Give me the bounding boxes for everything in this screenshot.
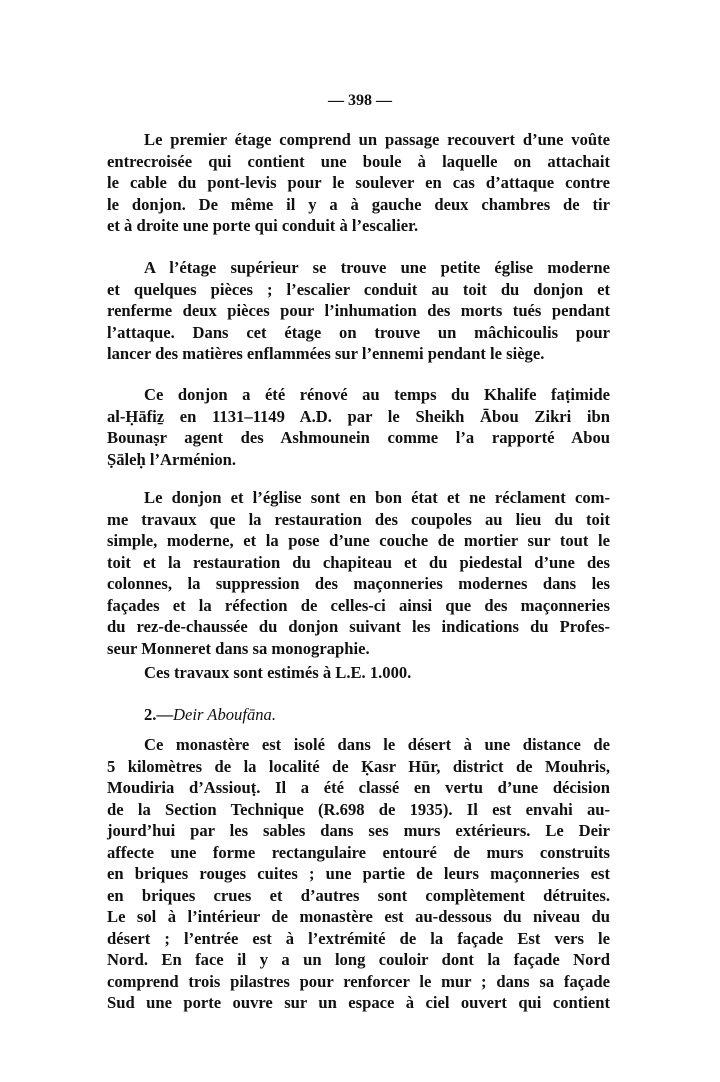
- text-line: entrecroisée qui contient une boule à laquelle on attachait: [107, 151, 610, 171]
- text-line: seur Monneret dans sa monographie.: [107, 638, 370, 658]
- text-line: Bounaṣr agent des Ashmounein comme l’a rapporté Abou: [107, 428, 610, 447]
- text-line: A l’étage supérieur se trouve une petite église moderne: [144, 258, 610, 277]
- section-title: Deir Aboufāna.: [173, 705, 276, 724]
- text-line: jourd’hui par les sables dans ses murs extérieurs. Le Deir: [107, 821, 610, 840]
- paragraph-renovation-history: [107, 384, 610, 470]
- text-line: le donjon. De même il y a à gauche deux chambres de tir: [107, 194, 610, 214]
- text-line: al-Ḥāfiẕ en 1131–1149 A.D. par le Sheikh Ābou Zikri ibn: [107, 406, 610, 426]
- text-line: me travaux que la restauration des coupoles au lieu du toit: [107, 509, 610, 529]
- text-line: Ce donjon a été rénové au temps du Khalife faṭimide: [144, 385, 610, 404]
- paragraph-monastery-description: [107, 734, 610, 1014]
- text-line: 5 kilomètres de la localité de Ḳasr Hūr, district de Mouhris,: [107, 756, 610, 776]
- paragraph-first-floor: [107, 129, 610, 237]
- text-line: Sud une porte ouvre sur un espace à ciel ouvert qui contient: [107, 993, 610, 1012]
- text-line: affecte une forme rectangulaire entouré de murs construits: [107, 842, 610, 862]
- text-line: en briques rouges cuites ; une partie de leurs maçonneries est: [107, 864, 610, 883]
- text-line: en briques crues et d’autres sont complètement détruites.: [107, 885, 610, 905]
- text-line: le cable du pont-levis pour le soulever en cas d’attaque contre: [107, 173, 610, 192]
- text-line: Le donjon et l’église sont en bon état et ne réclament com-: [144, 488, 610, 507]
- text-line: désert ; l’entrée est à l’extrémité de la façade Est vers le: [107, 928, 610, 948]
- paragraph-upper-floor: [107, 257, 610, 365]
- text-line: de la Section Technique (R.698 de 1935). Il est envahi au-: [107, 799, 610, 819]
- text-line: Le premier étage comprend un passage recouvert d’une voûte: [144, 130, 610, 149]
- text-line: Nord. En face il y a un long couloir dont la façade Nord: [107, 950, 610, 969]
- text-line: et quelques pièces ; l’escalier conduit au toit du donjon et: [107, 279, 610, 299]
- text-line: toit et la restauration du chapiteau et du piedestal d’une des: [107, 552, 610, 572]
- text-line: Ces travaux sont estimés à L.E. 1.000.: [144, 663, 412, 682]
- text-line: simple, moderne, et la pose d’une couche de mortier sur tout le: [107, 531, 610, 550]
- page-number: — 398 —: [328, 92, 392, 109]
- text-line: comprend trois pilastres pour renforcer le mur ; dans sa façade: [107, 971, 610, 991]
- text-line: et à droite une porte qui conduit à l’escalier.: [107, 216, 419, 235]
- text-line: du rez-de-chaussée du donjon suivant les indications du Profes-: [107, 617, 610, 636]
- text-line: Le sol à l’intérieur de monastère est au-dessous du niveau du: [107, 907, 610, 926]
- section-heading: [144, 704, 276, 726]
- paragraph-cost-estimate: [107, 662, 610, 684]
- text-line: Ce monastère est isolé dans le désert à une distance de: [144, 735, 610, 754]
- text-line: lancer des matières enflammées sur l’ennemi pendant le siège.: [107, 344, 545, 363]
- text-line: Ṣāleḥ l’Arménion.: [107, 449, 237, 469]
- text-line: Moudiria d’Assiouṭ. Il a été classé en vertu d’une décision: [107, 778, 610, 797]
- paragraph-restoration-works: [107, 487, 610, 659]
- section-number: 2.—: [144, 705, 174, 724]
- text-line: façades et la réfection de celles-ci ainsi que des maçonneries: [107, 595, 610, 615]
- text-line: l’attaque. Dans cet étage on trouve un mâchicoulis pour: [107, 322, 610, 342]
- text-line: renferme deux pièces pour l’inhumation des morts tués pendant: [107, 301, 610, 320]
- text-line: colonnes, la suppression des maçonneries modernes dans les: [107, 574, 610, 593]
